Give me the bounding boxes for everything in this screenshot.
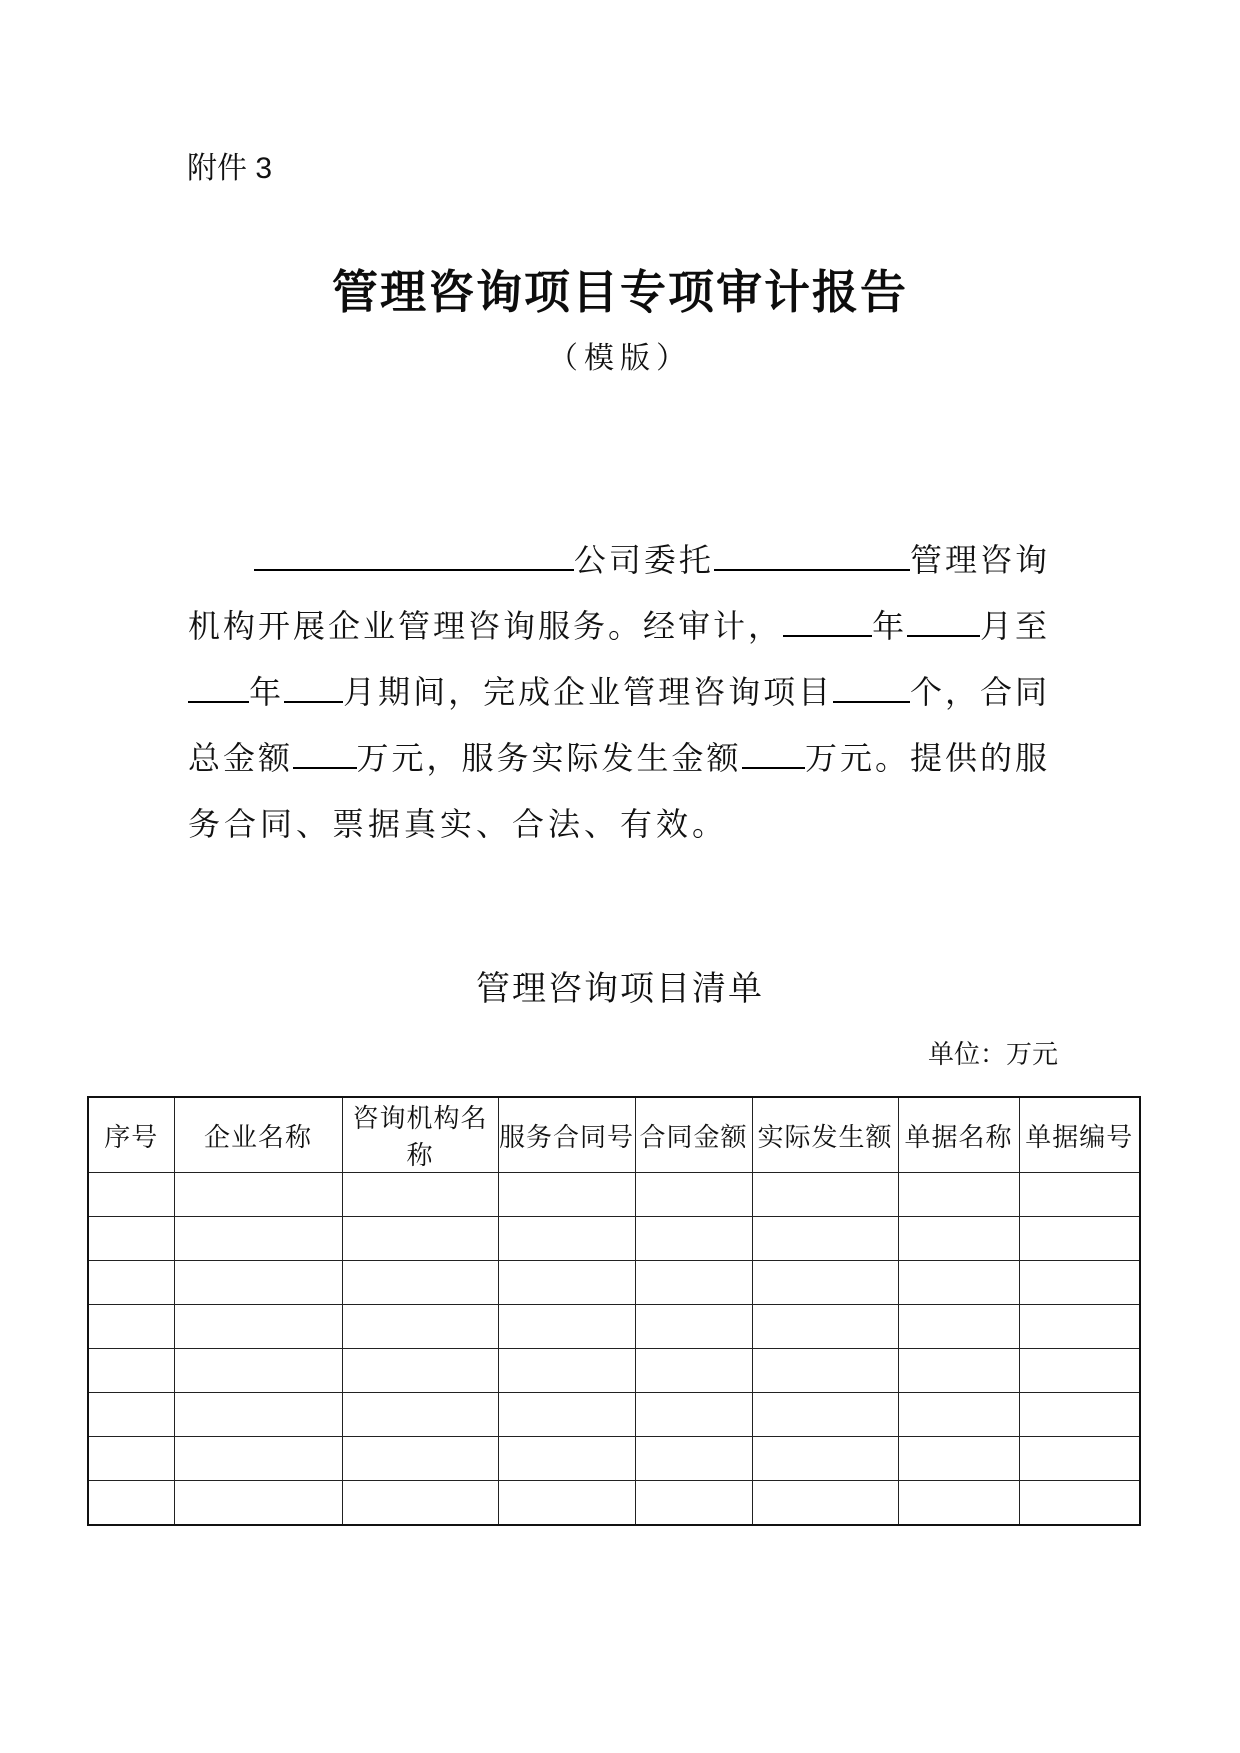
- table-cell: [1019, 1217, 1140, 1261]
- paragraph-text: 月期间，完成企业管理咨询项目: [343, 674, 834, 710]
- table-cell: [174, 1305, 342, 1349]
- column-header-index: 序号: [88, 1097, 174, 1173]
- table-cell: [898, 1173, 1019, 1217]
- table-cell: [898, 1261, 1019, 1305]
- table-cell: [498, 1305, 635, 1349]
- paragraph-text: 务合同、票据真实、合法、有效。: [188, 806, 729, 842]
- paragraph-text: 月至: [979, 608, 1050, 644]
- paragraph-text: 年: [872, 608, 908, 644]
- table-cell: [752, 1261, 898, 1305]
- table-cell: [88, 1481, 174, 1526]
- table-row: [88, 1173, 1140, 1217]
- blank-field-year-start: [783, 633, 872, 637]
- table-cell: [342, 1437, 498, 1481]
- table-body: [88, 1173, 1140, 1526]
- column-header-company: 企业名称: [174, 1097, 342, 1173]
- table-row: [88, 1217, 1140, 1261]
- table-cell: [1019, 1481, 1140, 1526]
- column-header-agency: 咨询机构名称: [342, 1097, 498, 1173]
- table-cell: [1019, 1173, 1140, 1217]
- table-cell: [88, 1349, 174, 1393]
- table-cell: [342, 1305, 498, 1349]
- table-cell: [752, 1349, 898, 1393]
- paragraph-line-4: [188, 725, 1050, 791]
- paragraph-line-3: [188, 659, 1050, 725]
- column-header-contract-amount: 合同金额: [635, 1097, 752, 1173]
- table-cell: [88, 1217, 174, 1261]
- table-cell: [898, 1481, 1019, 1526]
- table-cell: [342, 1481, 498, 1526]
- blank-field-month-end: [284, 699, 343, 703]
- column-header-contract-no: 服务合同号: [498, 1097, 635, 1173]
- paragraph-line-5: [188, 791, 1050, 857]
- table-cell: [752, 1481, 898, 1526]
- table-cell: [174, 1217, 342, 1261]
- table-cell: [342, 1393, 498, 1437]
- blank-field-project-count: [833, 699, 910, 703]
- projects-table: [87, 1096, 1141, 1526]
- column-header-doc-name: 单据名称: [898, 1097, 1019, 1173]
- table-cell: [898, 1217, 1019, 1261]
- table-cell: [174, 1173, 342, 1217]
- table-cell: [1019, 1349, 1140, 1393]
- blank-field-actual-amount: [742, 765, 805, 769]
- blank-field-company: [254, 567, 574, 571]
- table-cell: [498, 1173, 635, 1217]
- table-cell: [174, 1481, 342, 1526]
- table-cell: [174, 1393, 342, 1437]
- paragraph-text: 万元。提供的服: [805, 740, 1051, 776]
- attachment-label: 附件 3: [187, 152, 273, 185]
- table-row: [88, 1261, 1140, 1305]
- report-paragraph: [188, 527, 1050, 857]
- paragraph-line-1: [188, 527, 1050, 593]
- table-cell: [635, 1481, 752, 1526]
- document-title: 管理咨询项目专项审计报告: [332, 266, 908, 318]
- paragraph-text: 管理咨询: [909, 542, 1050, 578]
- table-cell: [635, 1305, 752, 1349]
- table-cell: [1019, 1261, 1140, 1305]
- table-cell: [635, 1261, 752, 1305]
- unit-label: 单位：万元: [927, 1040, 1058, 1069]
- table-cell: [498, 1437, 635, 1481]
- table-cell: [635, 1217, 752, 1261]
- table-row: [88, 1393, 1140, 1437]
- paragraph-text: 机构开展企业管理咨询服务。经审计，: [188, 608, 784, 644]
- table-cell: [635, 1173, 752, 1217]
- paragraph-text: 个，合同: [910, 674, 1051, 710]
- table-cell: [174, 1437, 342, 1481]
- table-cell: [88, 1437, 174, 1481]
- table-cell: [1019, 1437, 1140, 1481]
- table-cell: [898, 1305, 1019, 1349]
- column-header-doc-no: 单据编号: [1019, 1097, 1140, 1173]
- document-subtitle: （模版）: [548, 342, 692, 375]
- table-cell: [752, 1437, 898, 1481]
- blank-field-year-end: [188, 699, 249, 703]
- table-row: [88, 1305, 1140, 1349]
- table-cell: [752, 1305, 898, 1349]
- paragraph-text: 公司委托: [573, 542, 714, 578]
- table-header-row: [88, 1097, 1140, 1173]
- blank-field-agency: [714, 567, 910, 571]
- table-cell: [498, 1481, 635, 1526]
- table-cell: [88, 1261, 174, 1305]
- table-row: [88, 1437, 1140, 1481]
- column-header-actual-amount: 实际发生额: [752, 1097, 898, 1173]
- table-cell: [635, 1437, 752, 1481]
- table-cell: [88, 1305, 174, 1349]
- table-cell: [898, 1437, 1019, 1481]
- paragraph-text: 总金额: [188, 740, 294, 776]
- table-cell: [88, 1173, 174, 1217]
- table-cell: [752, 1393, 898, 1437]
- table-cell: [898, 1393, 1019, 1437]
- section-heading: 管理咨询项目清单: [476, 971, 764, 1008]
- table-cell: [635, 1349, 752, 1393]
- table-cell: [1019, 1393, 1140, 1437]
- table-cell: [898, 1349, 1019, 1393]
- table-cell: [342, 1261, 498, 1305]
- table-cell: [342, 1349, 498, 1393]
- table-cell: [174, 1261, 342, 1305]
- paragraph-text: 年: [249, 674, 285, 710]
- table-row: [88, 1349, 1140, 1393]
- table-cell: [635, 1393, 752, 1437]
- paragraph-line-2: [188, 593, 1050, 659]
- table-cell: [342, 1217, 498, 1261]
- table-cell: [752, 1173, 898, 1217]
- table-cell: [174, 1349, 342, 1393]
- blank-field-contract-total: [293, 765, 356, 769]
- table-cell: [1019, 1305, 1140, 1349]
- table-cell: [498, 1349, 635, 1393]
- table-cell: [88, 1393, 174, 1437]
- table-row: [88, 1481, 1140, 1526]
- table-cell: [498, 1217, 635, 1261]
- table-cell: [498, 1393, 635, 1437]
- paragraph-text: 万元，服务实际发生金额: [356, 740, 742, 776]
- table-cell: [752, 1217, 898, 1261]
- table-cell: [498, 1261, 635, 1305]
- blank-field-month-start: [907, 633, 980, 637]
- table-cell: [342, 1173, 498, 1217]
